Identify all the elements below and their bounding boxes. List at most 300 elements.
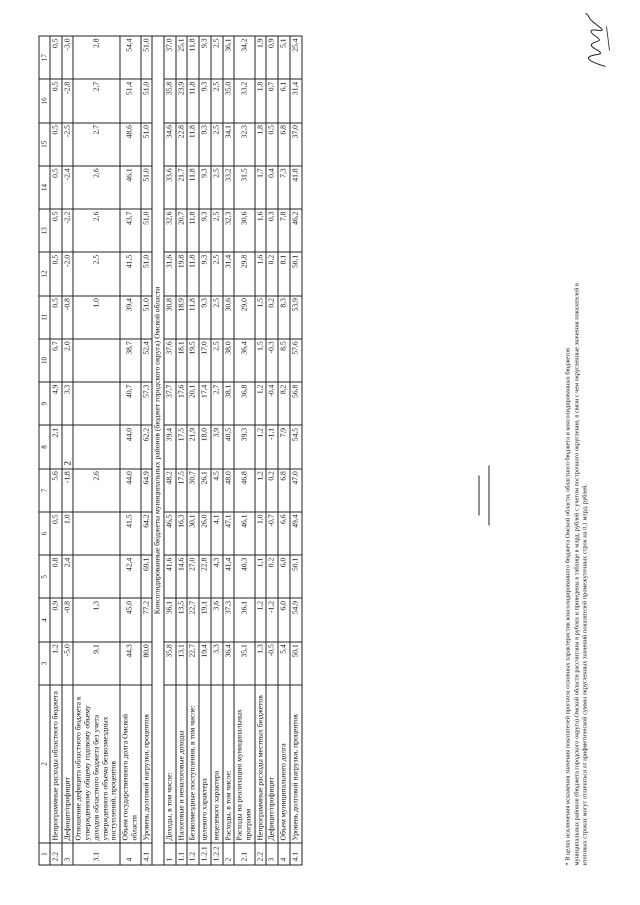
value-cell: 6,1 (278, 79, 290, 122)
value-cell: 54,5 (289, 425, 301, 468)
value-cell: 35,8 (163, 641, 175, 684)
value-cell: 8,1 (278, 252, 290, 295)
value-cell: 35,1 (234, 641, 254, 684)
row-index: 1 (163, 843, 175, 865)
section-title: Консолидированные бюджеты муниципальных районов (бюджет городского округа) Омской области (152, 36, 164, 865)
value-cell: 4,1 (210, 511, 222, 554)
value-cell: 9,3 (199, 209, 211, 252)
value-cell: -0,3 (266, 338, 278, 381)
value-cell (73, 555, 120, 598)
value-cell: 27,0 (187, 555, 199, 598)
row-index: 2.2 (50, 843, 62, 865)
table-row (163, 36, 175, 865)
value-cell: 42,4 (120, 555, 140, 598)
value-cell: 39,4 (120, 295, 140, 338)
value-cell: 47,0 (289, 468, 301, 511)
value-cell: 34,1 (222, 122, 234, 165)
handwritten-signature (575, 10, 615, 70)
value-cell: 2,5 (210, 122, 222, 165)
value-cell: 39,4 (163, 425, 175, 468)
value-cell: 0,2 (266, 295, 278, 338)
value-cell: 37,7 (163, 382, 175, 425)
value-cell: 46,2 (289, 209, 301, 252)
divider-rule (478, 475, 479, 515)
value-cell: -5,0 (61, 641, 73, 684)
value-cell: 11,8 (187, 79, 199, 122)
value-cell: 57,6 (289, 338, 301, 381)
value-cell: 0,9 (266, 36, 278, 79)
value-cell: 49,4 (289, 511, 301, 554)
value-cell: 7,3 (278, 165, 290, 208)
value-cell: 43,7 (120, 209, 140, 252)
table-row (61, 36, 73, 865)
table-row (187, 36, 199, 865)
value-cell: 7,8 (278, 209, 290, 252)
row-label: Уровень долговой нагрузки, процентов (289, 685, 301, 843)
value-cell: 26,1 (199, 468, 211, 511)
value-cell: 11,8 (187, 122, 199, 165)
value-cell: 18,1 (175, 338, 187, 381)
value-cell: 46,1 (234, 511, 254, 554)
value-cell: 9,3 (199, 252, 211, 295)
value-cell: 19,1 (199, 598, 211, 641)
footnote-line: * В целях исключения искажения значения показателей прогноза основных характеристик консолидированного бюджета Омской области, областного бюджета и консолидированных бюджетов (564, 347, 571, 865)
value-cell: 1,1 (254, 555, 266, 598)
value-cell: 53,9 (289, 295, 301, 338)
value-cell: 32,6 (163, 209, 175, 252)
value-cell: 2,8 (73, 36, 120, 79)
value-cell: -2,5 (61, 122, 73, 165)
value-cell: 41,6 (163, 555, 175, 598)
value-cell: 46,1 (120, 165, 140, 208)
value-cell: 6,8 (278, 468, 290, 511)
row-index: 4.1 (140, 843, 152, 865)
value-cell: 1,8 (254, 122, 266, 165)
value-cell: 1,3 (73, 598, 120, 641)
column-number: 14 (39, 165, 50, 208)
value-cell: -2,0 (61, 252, 73, 295)
row-label: целевого характера (199, 685, 211, 843)
value-cell: 44,0 (120, 468, 140, 511)
value-cell: -2,4 (61, 165, 73, 208)
value-cell: 1,6 (254, 209, 266, 252)
value-cell: 1,5 (254, 295, 266, 338)
value-cell: 2,5 (210, 165, 222, 208)
value-cell: 51,0 (140, 122, 152, 165)
value-cell: 0,5 (50, 209, 62, 252)
value-cell: 25,4 (289, 36, 301, 79)
column-number: 13 (39, 209, 50, 252)
value-cell: 40,7 (120, 382, 140, 425)
column-number-row (39, 36, 50, 865)
value-cell: 18,9 (175, 295, 187, 338)
value-cell: 16,3 (175, 511, 187, 554)
column-number: 8 (39, 425, 50, 468)
value-cell: 2,4 (61, 555, 73, 598)
value-cell: 0,2 (266, 468, 278, 511)
value-cell: 17,5 (175, 425, 187, 468)
value-cell: 50,1 (289, 252, 301, 295)
value-cell: 17,4 (199, 382, 211, 425)
value-cell: 25,1 (175, 36, 187, 79)
value-cell: 19,8 (175, 252, 187, 295)
row-label: Расходы, в том числе: (222, 685, 234, 843)
row-label: Уровень долговой нагрузки, процентов (140, 685, 152, 843)
table-row (289, 36, 301, 865)
value-cell: 3,6 (210, 598, 222, 641)
value-cell: 34,6 (163, 122, 175, 165)
value-cell: 36,8 (234, 382, 254, 425)
value-cell: -1,8 (61, 468, 73, 511)
value-cell: 35,8 (163, 79, 175, 122)
value-cell: 48,6 (120, 122, 140, 165)
row-index: 1.2 (187, 843, 199, 865)
value-cell: 0,2 (266, 252, 278, 295)
value-cell: 22,7 (187, 598, 199, 641)
value-cell: 30,6 (222, 295, 234, 338)
row-label: Дефицит/профицит (266, 685, 278, 843)
row-index: 4 (120, 843, 140, 865)
table-row (73, 36, 120, 865)
value-cell: 1,0 (254, 511, 266, 554)
value-cell: 47,1 (222, 511, 234, 554)
value-cell: 56,8 (289, 382, 301, 425)
value-cell: 9,3 (199, 165, 211, 208)
footnotes (564, 35, 590, 865)
value-cell: 50,1 (289, 555, 301, 598)
row-index: 4 (278, 843, 290, 865)
value-cell: 51,0 (140, 79, 152, 122)
value-cell: 1,7 (254, 165, 266, 208)
page-number: 2 (62, 460, 72, 465)
value-cell: -0,7 (266, 511, 278, 554)
value-cell: 0,2 (266, 555, 278, 598)
value-cell: 0,5 (50, 79, 62, 122)
value-cell: 2,5 (210, 295, 222, 338)
column-number: 2 (39, 685, 50, 843)
value-cell: 0,5 (50, 511, 62, 554)
value-cell: 9,3 (199, 79, 211, 122)
value-cell: 4,9 (50, 382, 62, 425)
value-cell: 23,9 (175, 79, 187, 122)
value-cell: 33,2 (234, 79, 254, 122)
value-cell: -2,8 (61, 79, 73, 122)
value-cell: 2,7 (73, 79, 120, 122)
column-number: 5 (39, 555, 50, 598)
value-cell: 57,3 (140, 382, 152, 425)
value-cell: 50,1 (289, 641, 301, 684)
value-cell: 20,1 (187, 382, 199, 425)
value-cell: 1,2 (50, 641, 62, 684)
column-number: 9 (39, 382, 50, 425)
row-index: 2.1 (234, 843, 254, 865)
value-cell: 41,5 (120, 511, 140, 554)
value-cell: 44,0 (120, 425, 140, 468)
row-label: Расходы на реализацию муниципальных программ (234, 685, 254, 843)
value-cell: 11,8 (187, 165, 199, 208)
value-cell: -0,8 (61, 295, 73, 338)
value-cell: 18,0 (199, 425, 211, 468)
value-cell: 0,3 (266, 209, 278, 252)
value-cell: 3,9 (210, 425, 222, 468)
value-cell: 13,1 (175, 641, 187, 684)
value-cell: 3,3 (210, 641, 222, 684)
value-cell (73, 511, 120, 554)
row-label: Объем муниципального долга (278, 685, 290, 843)
value-cell: 11,8 (187, 252, 199, 295)
value-cell: 29,8 (234, 252, 254, 295)
value-cell: 32,3 (234, 122, 254, 165)
value-cell: -0,8 (61, 598, 73, 641)
value-cell: 45,0 (120, 598, 140, 641)
value-cell: 34,2 (234, 36, 254, 79)
table-row (50, 36, 62, 865)
value-cell: 21,9 (187, 425, 199, 468)
value-cell: 3,3 (61, 382, 73, 425)
value-cell: 1,0 (61, 511, 73, 554)
value-cell: 0,8 (50, 555, 62, 598)
value-cell: 2,6 (73, 468, 120, 511)
value-cell: 0,5 (50, 122, 62, 165)
value-cell: 22,7 (187, 641, 199, 684)
value-cell: 6,7 (50, 338, 62, 381)
value-cell: 1,5 (254, 338, 266, 381)
value-cell: 64,9 (140, 468, 152, 511)
value-cell: 54,9 (289, 598, 301, 641)
value-cell: 54,4 (120, 36, 140, 79)
value-cell: 5,4 (278, 641, 290, 684)
value-cell: 14,6 (175, 555, 187, 598)
table-row (210, 36, 222, 865)
column-number: 10 (39, 338, 50, 381)
value-cell: 30,1 (187, 511, 199, 554)
column-number: 16 (39, 79, 50, 122)
table-row (175, 36, 187, 865)
value-cell: 1,6 (254, 252, 266, 295)
value-cell: 6,8 (278, 122, 290, 165)
value-cell: 48,0 (222, 468, 234, 511)
row-index: 3 (266, 843, 278, 865)
value-cell: 2,5 (210, 252, 222, 295)
value-cell: 1,2 (254, 598, 266, 641)
value-cell (73, 338, 120, 381)
value-cell: 29,0 (234, 295, 254, 338)
value-cell: 2,5 (73, 252, 120, 295)
value-cell: 22,8 (199, 555, 211, 598)
value-cell: 9,1 (73, 641, 120, 684)
value-cell: 17,6 (175, 382, 187, 425)
value-cell: 2,5 (210, 36, 222, 79)
value-cell: 36,1 (234, 598, 254, 641)
value-cell: 51,0 (140, 209, 152, 252)
value-cell: 19,5 (187, 338, 199, 381)
value-cell: 77,2 (140, 598, 152, 641)
value-cell: 17,0 (199, 338, 211, 381)
value-cell: 21,7 (175, 165, 187, 208)
value-cell: 0,4 (266, 165, 278, 208)
value-cell: 35,0 (222, 79, 234, 122)
value-cell: 8,3 (278, 295, 290, 338)
value-cell: 0,7 (266, 79, 278, 122)
value-cell: 31,4 (222, 252, 234, 295)
value-cell: 0,9 (50, 598, 62, 641)
divider-rule (488, 465, 489, 525)
budget-forecast-table (38, 35, 302, 865)
value-cell: 0,5 (50, 36, 62, 79)
value-cell: 31,4 (289, 79, 301, 122)
value-cell: 7,9 (278, 425, 290, 468)
value-cell: -2,2 (61, 209, 73, 252)
row-label: Отношение дефицита областного бюджета к утвержденному общему годовому объему доходов областного бюджета без учета утвержденного объема безвозмездных поступлений, процентов (73, 685, 120, 843)
column-number: 6 (39, 511, 50, 554)
value-cell: 9,3 (199, 295, 211, 338)
row-label: Безвозмездные поступления, в том числе: (187, 685, 199, 843)
value-cell: 4,3 (210, 555, 222, 598)
value-cell: 0,5 (50, 295, 62, 338)
column-number: 3 (39, 641, 50, 684)
row-index: 4.1 (289, 843, 301, 865)
footnote-line: муниципальных районов (бюджета городского округа) Омской области рассчитаны в рублях и приведены в таблице в млрд. рублей с учетом построчного округления, в связи с чем округленные значения показателей в (572, 282, 580, 865)
value-cell: 36,4 (222, 641, 234, 684)
value-cell: 33,6 (163, 165, 175, 208)
value-cell: 36,1 (163, 598, 175, 641)
value-cell: 1,2 (254, 468, 266, 511)
row-index: 2.2 (254, 843, 266, 865)
value-cell: 37,6 (163, 338, 175, 381)
value-cell: 46,5 (163, 511, 175, 554)
value-cell: 0,5 (50, 165, 62, 208)
column-number: 12 (39, 252, 50, 295)
value-cell: 6,0 (278, 555, 290, 598)
value-cell: 51,0 (140, 36, 152, 79)
column-number: 11 (39, 295, 50, 338)
row-index: 3.1 (73, 843, 120, 865)
value-cell: 1,2 (254, 425, 266, 468)
row-index: 3 (61, 843, 73, 865)
value-cell: 39,3 (234, 425, 254, 468)
value-cell: 38,1 (222, 382, 234, 425)
value-cell: 80,0 (140, 641, 152, 684)
value-cell: 2,1 (50, 425, 62, 468)
value-cell: 17,5 (175, 468, 187, 511)
row-label: Налоговые и неналоговые доходы (175, 685, 187, 843)
value-cell: 44,3 (120, 641, 140, 684)
value-cell: 64,2 (140, 511, 152, 554)
value-cell: 62,2 (140, 425, 152, 468)
value-cell: 5,6 (50, 468, 62, 511)
value-cell: 2,6 (73, 165, 120, 208)
value-cell: -0,4 (266, 382, 278, 425)
value-cell: 33,2 (222, 165, 234, 208)
value-cell: 30,8 (163, 295, 175, 338)
column-number: 4 (39, 598, 50, 641)
value-cell: 36,1 (222, 36, 234, 79)
value-cell: 6,6 (278, 511, 290, 554)
value-cell: 26,0 (199, 511, 211, 554)
value-cell: 5,1 (278, 36, 290, 79)
value-cell: 36,4 (234, 338, 254, 381)
table-row (140, 36, 152, 865)
value-cell: 9,3 (199, 122, 211, 165)
row-label: Дефицит/профицит (61, 685, 73, 843)
row-index: 1.2.2 (210, 843, 222, 865)
value-cell: 31,6 (163, 252, 175, 295)
row-label: Непрограммные расходы областного бюджета (50, 685, 62, 843)
value-cell: 37,0 (163, 36, 175, 79)
table-row (266, 36, 278, 865)
budget-table-wrapper (38, 35, 302, 865)
value-cell: 11,8 (187, 295, 199, 338)
column-number: 15 (39, 122, 50, 165)
value-cell: 2,6 (73, 209, 120, 252)
value-cell: 19,4 (199, 641, 211, 684)
value-cell: -1,1 (266, 425, 278, 468)
value-cell: 0,5 (266, 122, 278, 165)
value-cell: 4,5 (210, 468, 222, 511)
row-label: Объем государственного долга Омской области (120, 685, 140, 843)
value-cell: 40,5 (222, 425, 234, 468)
column-number: 17 (39, 36, 50, 79)
section-row (152, 36, 164, 865)
value-cell: 40,3 (234, 555, 254, 598)
value-cell: 9,3 (199, 36, 211, 79)
value-cell: 51,0 (140, 252, 152, 295)
value-cell: 2,0 (61, 338, 73, 381)
table-row (222, 36, 234, 865)
value-cell: 38,7 (120, 338, 140, 381)
value-cell: 37,0 (289, 122, 301, 165)
value-cell: 11,8 (187, 36, 199, 79)
row-label: Доходы, в том числе: (163, 685, 175, 843)
value-cell: 46,8 (234, 468, 254, 511)
footnote-line: итоговых строках могут отличаться от арифметической суммы округленных значений показателей промежуточных строк на 0,1 млрд. рублей. (581, 483, 588, 865)
table-row (234, 36, 254, 865)
value-cell: 1,3 (254, 641, 266, 684)
value-cell: 32,3 (222, 209, 234, 252)
value-cell: 37,3 (222, 598, 234, 641)
value-cell: 51,0 (140, 165, 152, 208)
value-cell: 0,5 (50, 252, 62, 295)
value-cell: 41,5 (120, 252, 140, 295)
table-row (120, 36, 140, 865)
value-cell (73, 425, 120, 468)
value-cell (61, 425, 73, 468)
row-label: Непрограммные расходы местных бюджетов (254, 685, 266, 843)
value-cell: 48,2 (163, 468, 175, 511)
value-cell: 13,5 (175, 598, 187, 641)
table-row (254, 36, 266, 865)
value-cell: 52,4 (140, 338, 152, 381)
value-cell: 2,5 (210, 338, 222, 381)
value-cell: 41,4 (222, 555, 234, 598)
column-number: 7 (39, 468, 50, 511)
value-cell: 20,7 (175, 209, 187, 252)
value-cell: 51,0 (140, 295, 152, 338)
value-cell: 1,9 (254, 36, 266, 79)
row-index: 1.1 (175, 843, 187, 865)
value-cell: 41,8 (289, 165, 301, 208)
row-index: 2 (222, 843, 234, 865)
value-cell: 11,8 (187, 209, 199, 252)
value-cell: 30,6 (234, 209, 254, 252)
row-index: 1.2.1 (199, 843, 211, 865)
value-cell: 31,5 (234, 165, 254, 208)
column-number: 1 (39, 843, 50, 865)
value-cell: 6,0 (278, 598, 290, 641)
value-cell: -0,5 (266, 641, 278, 684)
value-cell: 69,1 (140, 555, 152, 598)
value-cell: -3,0 (61, 36, 73, 79)
